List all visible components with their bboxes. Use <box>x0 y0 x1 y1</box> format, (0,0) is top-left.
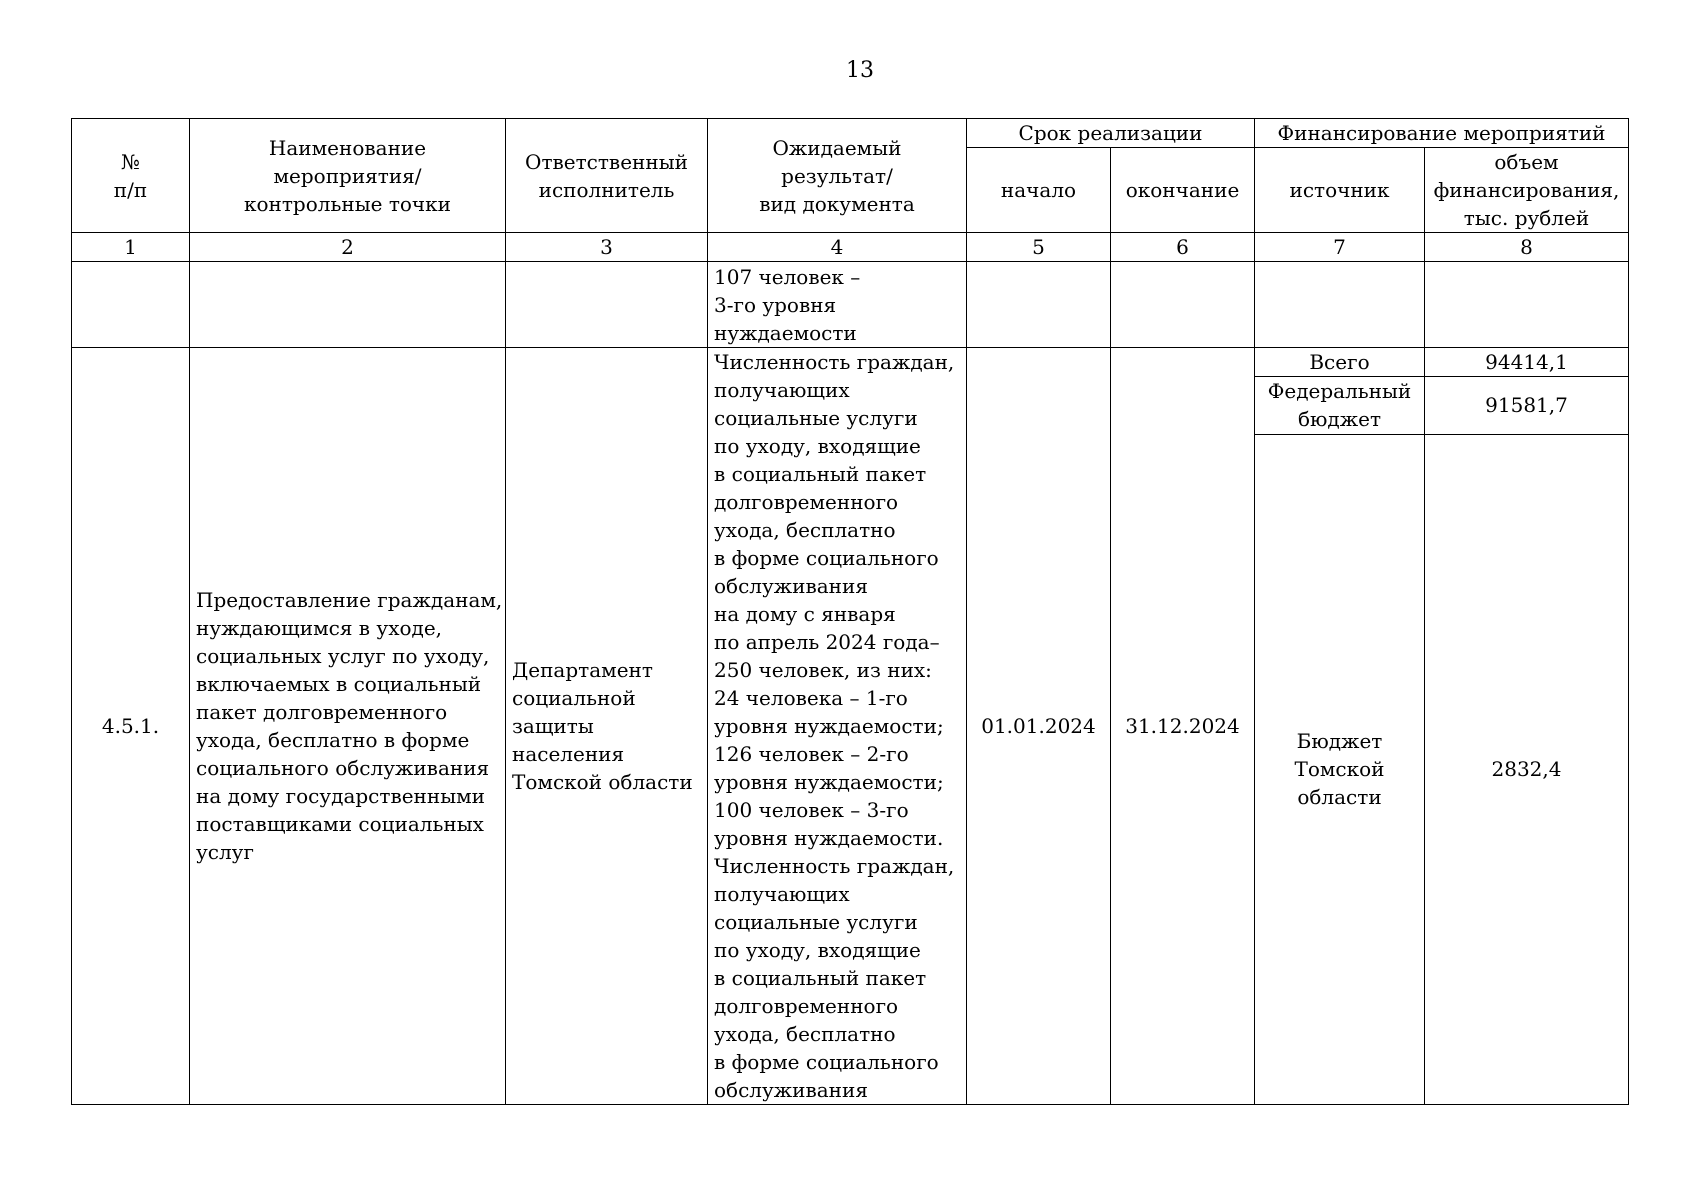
result-line: получающих <box>714 882 850 906</box>
result-line: нуждаемости <box>714 320 857 345</box>
activities-table <box>71 118 1629 1105</box>
funding-source-federal <box>1255 377 1425 434</box>
activity-line: нуждающимся в уходе, <box>196 616 443 640</box>
result-line: в форме социального <box>714 1050 939 1074</box>
activity-line: социальных услуг по уходу, <box>196 644 490 668</box>
result-line: 100 человек – 3-го <box>714 798 909 822</box>
result-line: Численность граждан, <box>714 854 955 878</box>
funding-amount-regional: 2832,4 <box>1425 434 1629 1104</box>
result-line: долговременного <box>714 994 899 1018</box>
funding-source-federal-label: Федеральный бюджет <box>1267 379 1412 432</box>
header-result-label: Ожидаемый результат/ вид документа <box>759 135 915 216</box>
continuation-amount-cell <box>1425 262 1629 348</box>
activity-line: Предоставление гражданам, <box>196 588 503 612</box>
column-number-cell: 8 <box>1425 233 1629 262</box>
result-line: 107 человек – <box>714 264 861 289</box>
result-line: долговременного <box>714 490 899 514</box>
funding-source-regional-label: Бюджет Томской области <box>1294 729 1385 810</box>
header-source: источник <box>1255 148 1425 233</box>
result-line: в социальный пакет <box>714 462 927 486</box>
header-end: окончание <box>1111 148 1255 233</box>
continuation-activity-cell <box>190 262 506 348</box>
result-line: социальные услуги <box>714 406 918 430</box>
continuation-start-cell <box>967 262 1111 348</box>
continuation-source-cell <box>1255 262 1425 348</box>
responsible-executor <box>506 348 708 1105</box>
result-line: уровня нуждаемости; <box>714 770 944 794</box>
activity-line: услуг <box>196 840 254 864</box>
activity-line: поставщиками социальных <box>196 812 484 836</box>
activity-line: ухода, бесплатно в форме <box>196 728 470 752</box>
header-result <box>708 119 967 233</box>
funding-amount-federal: 91581,7 <box>1425 377 1629 434</box>
result-line: обслуживания <box>714 1078 868 1102</box>
result-line: ухода, бесплатно <box>714 518 896 542</box>
result-line: уровня нуждаемости. <box>714 826 944 850</box>
executor-line: Департамент <box>512 658 653 682</box>
expected-result <box>708 348 967 1105</box>
funding-source-regional <box>1255 434 1425 1104</box>
column-number-cell: 4 <box>708 233 967 262</box>
header-period-group: Срок реализации <box>967 119 1255 148</box>
funding-amount-total: 94414,1 <box>1425 348 1629 377</box>
result-line: обслуживания <box>714 574 868 598</box>
result-line: 24 человека – 1-го <box>714 686 908 710</box>
result-line: в форме социального <box>714 546 939 570</box>
executor-line: социальной <box>512 686 636 710</box>
header-number-label: № п/п <box>113 149 148 202</box>
header-finance-group: Финансирование мероприятий <box>1255 119 1629 148</box>
result-line: на дому с января <box>714 602 896 626</box>
result-line: по уходу, входящие <box>714 938 921 962</box>
executor-line: населения <box>512 742 625 766</box>
column-number-cell: 2 <box>190 233 506 262</box>
end-date: 31.12.2024 <box>1111 348 1255 1105</box>
executor-line: Томской области <box>512 770 693 794</box>
activity-line: пакет долговременного <box>196 700 448 724</box>
continuation-number-cell <box>72 262 190 348</box>
result-line: уровня нуждаемости; <box>714 714 944 738</box>
result-line: 3-го уровня <box>714 292 837 317</box>
column-number-cell: 5 <box>967 233 1111 262</box>
header-start: начало <box>967 148 1111 233</box>
funding-source-total: Всего <box>1255 348 1425 377</box>
header-activity <box>190 119 506 233</box>
column-number-cell: 7 <box>1255 233 1425 262</box>
continuation-end-cell <box>1111 262 1255 348</box>
result-line: социальные услуги <box>714 910 918 934</box>
continuation-executor-cell <box>506 262 708 348</box>
result-line: Численность граждан, <box>714 350 955 374</box>
result-line: по уходу, входящие <box>714 434 921 458</box>
executor-line: защиты <box>512 714 594 738</box>
continuation-result-cell <box>708 262 967 348</box>
result-line: получающих <box>714 378 850 402</box>
page-number: 13 <box>846 58 874 83</box>
header-executor <box>506 119 708 233</box>
header-activity-label: Наименование мероприятия/ контрольные точки <box>244 135 451 216</box>
result-line: в социальный пакет <box>714 966 927 990</box>
column-number-cell: 6 <box>1111 233 1255 262</box>
result-line: 250 человек, из них: <box>714 658 932 682</box>
continuation-row <box>72 262 1629 348</box>
header-amount <box>1425 148 1629 233</box>
header-number <box>72 119 190 233</box>
row-number: 4.5.1. <box>72 348 190 1105</box>
column-number-cell: 3 <box>506 233 708 262</box>
header-executor-label: Ответственный исполнитель <box>525 149 688 202</box>
column-number-cell: 1 <box>72 233 190 262</box>
result-line: по апрель 2024 года– <box>714 630 940 654</box>
table-row <box>72 348 1629 377</box>
result-line: 126 человек – 2-го <box>714 742 909 766</box>
activity-line: включаемых в социальный <box>196 672 482 696</box>
result-line: ухода, бесплатно <box>714 1022 896 1046</box>
start-date: 01.01.2024 <box>967 348 1111 1105</box>
header-amount-label: объем финансирования, тыс. рублей <box>1433 150 1620 230</box>
activity-line: на дому государственными <box>196 784 486 808</box>
activity-name <box>190 348 506 1105</box>
activity-line: социального обслуживания <box>196 756 490 780</box>
